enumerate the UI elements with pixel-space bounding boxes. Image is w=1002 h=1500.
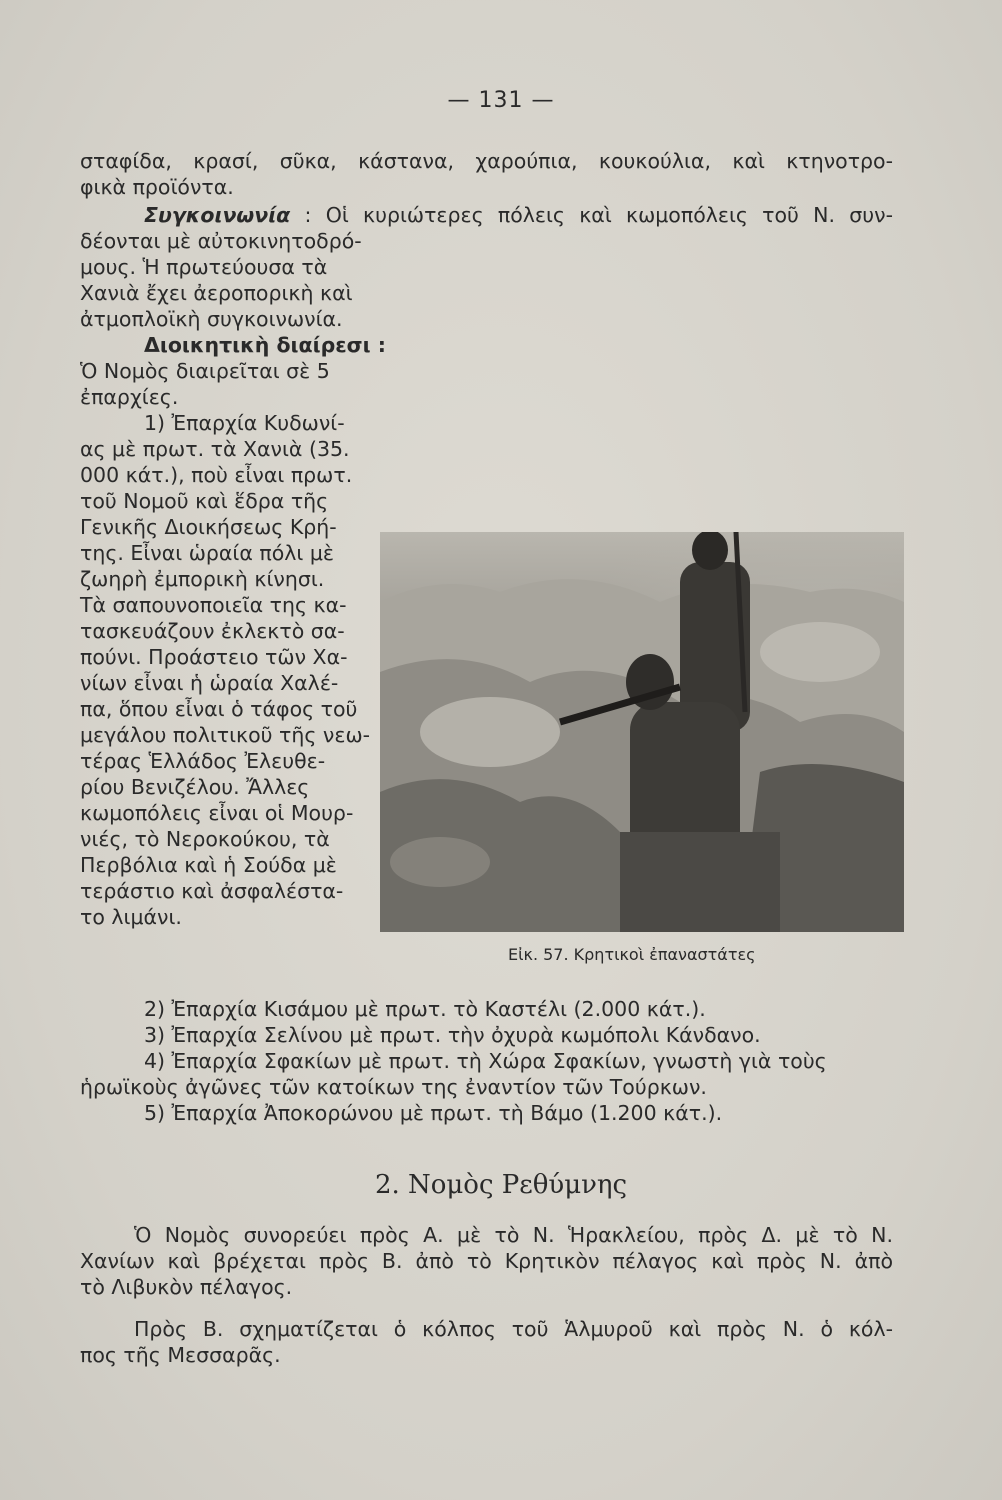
province-line: 5) Ἐπαρχία Ἀποκορώνου μὲ πρωτ. τὴ Βάμο (1.200 κάτ.). [144, 1101, 723, 1125]
text-line: το λιμάνι. [80, 905, 182, 929]
text-line: Χανίων καὶ βρέχεται πρὸς Β. ἀπὸ τὸ Κρητικὸν πέλαγος καὶ πρὸς Ν. ἀπὸ [80, 1249, 893, 1273]
text-line: ας μὲ πρωτ. τὰ Χανιὰ (35. [80, 437, 350, 461]
text-line: μεγάλου πολιτικοῦ τῆς νεω- [80, 723, 371, 747]
text-line: Διοικητικὴ διαίρεσι : [144, 333, 386, 357]
text-line [144, 202, 893, 228]
section-title: 2. Νομὸς Ρεθύμνης [374, 1170, 628, 1200]
text-line: Πρὸς Β. σχηματίζεται ὁ κόλπος τοῦ Ἁλμυροῦ καὶ πρὸς Ν. ὁ κόλ- [134, 1317, 893, 1341]
text-line: Χανιὰ ἔχει ἀεροπορικὴ καὶ [80, 281, 353, 305]
text-line: φικὰ προϊόντα. [80, 175, 234, 199]
photo-cretan-revolutionaries [380, 532, 904, 932]
text-line: 000 κάτ.), ποὺ εἶναι πρωτ. [80, 463, 353, 487]
text-line: πα, ὅπου εἶναι ὁ τάφος τοῦ [80, 697, 358, 721]
text-line: 1) Ἐπαρχία Κυδωνί- [144, 411, 345, 435]
text-line: πούνι. Προάστειο τῶν Χα- [80, 645, 348, 669]
text-line: Ὁ Νομὸς συνορεύει πρὸς Α. μὲ τὸ Ν. Ἡρακλείου, πρὸς Δ. μὲ τὸ Ν. [134, 1223, 893, 1247]
text-line: τὸ Λιβυκὸν πέλαγος. [80, 1275, 293, 1299]
text-line: τασκευάζουν ἐκλεκτὸ σα- [80, 619, 345, 643]
text-line: Γενικῆς Διοικήσεως Κρή- [80, 515, 337, 539]
text-line: ζωηρὴ ἐμπορικὴ κίνησι. [80, 567, 325, 591]
text-line: Τὰ σαπουνοποιεῖα της κα- [80, 593, 347, 617]
heading-term: Συγκοινωνία [144, 203, 291, 227]
text-line: της. Εἶναι ὡραία πόλι μὲ [80, 541, 334, 565]
page-number: — 131 — [447, 88, 555, 113]
text-line: ἀτμοπλοϊκὴ συγκοινωνία. [80, 307, 343, 331]
text-line: ἐπαρχίες. [80, 385, 179, 409]
province-line: ἡρωϊκοὺς ἀγῶνες τῶν κατοίκων της ἐναντίον τῶν Τούρκων. [80, 1075, 707, 1099]
province-line: 2) Ἐπαρχία Κισάμου μὲ πρωτ. τὸ Καστέλι (2.000 κάτ.). [144, 997, 706, 1021]
text-line: κωμοπόλεις εἶναι οἱ Μουρ- [80, 801, 354, 825]
text-line: Περβόλια καὶ ἡ Σούδα μὲ [80, 853, 337, 877]
province-line: 4) Ἐπαρχία Σφακίων μὲ πρωτ. τὴ Χώρα Σφακίων, γνωστὴ γιὰ τοὺς [144, 1049, 827, 1073]
text-line: μους. Ἡ πρωτεύουσα τὰ [80, 255, 328, 279]
text-line: Ὁ Νομὸς διαιρεῖται σὲ 5 [80, 359, 330, 383]
text-line: τεράστιο καὶ ἀσφαλέστα- [80, 879, 344, 903]
text-line: νιές, τὸ Νεροκούκου, τὰ [80, 827, 330, 851]
photo-illustration [380, 532, 904, 932]
text-line: τέρας Ἑλλάδος Ἐλευθε- [80, 749, 326, 773]
text-line: τοῦ Νομοῦ καὶ ἕδρα τῆς [80, 489, 329, 513]
province-line: 3) Ἐπαρχία Σελίνου μὲ πρωτ. τὴν ὀχυρὰ κωμόπολι Κάνδανο. [144, 1023, 761, 1047]
text-line: νίων εἶναι ἡ ὡραία Χαλέ- [80, 671, 339, 695]
text-line: ρίου Βενιζέλου. Ἄλλες [80, 775, 310, 799]
figure-caption: Εἰκ. 57. Κρητικοὶ ἐπαναστάτες [508, 945, 756, 964]
text-line: σταφίδα, κρασί, σῦκα, κάστανα, χαρούπια, κουκούλια, καὶ κτηνοτρο- [80, 149, 893, 173]
text-line: δέονται μὲ αὐτοκινητοδρό- [80, 229, 362, 253]
text-line: πος τῆς Μεσσαρᾶς. [80, 1343, 281, 1367]
text-span: : Οἱ κυριώτερες πόλεις καὶ κωμοπόλεις τοῦ Ν. συν- [290, 203, 893, 227]
